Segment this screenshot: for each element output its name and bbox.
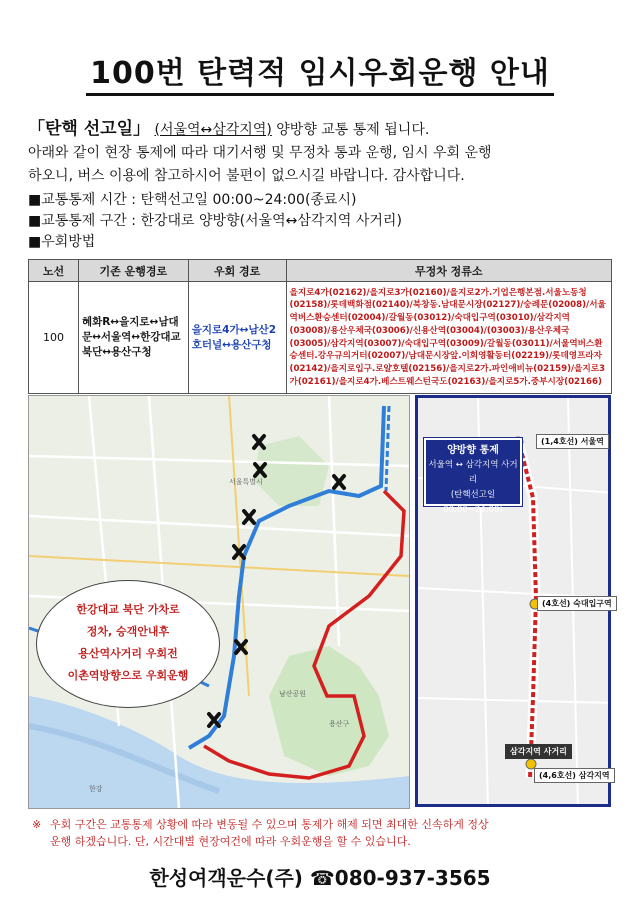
route-number: 100 [29,282,79,394]
table-row [29,282,612,394]
header-original-route: 기존 운행경로 [78,260,188,282]
original-route: 혜화R↔을지로↔남대문↔서울역↔한강대교북단↔용산구청 [78,282,188,394]
header-skipped-stops: 무정차 정류소 [286,260,611,282]
company-contact: 한성여객운수(주) ☎080-937-3565 [149,866,491,890]
detour-table [28,259,612,394]
header-route: 노선 [29,260,79,282]
control-area: ■교통통제 구간 : 한강대로 양방향(서울역↔삼각지역 사거리) [28,213,402,229]
event-name: 「탄핵 선고일」 [28,119,151,139]
footnote: ※ 우회 구간은 교통통제 상황에 따라 변동될 수 있으며 통제가 해제 되면 최대한 신속하게 정상 운행 하겠습니다. 단, 시간대별 현장여건에 따라 우회운행을 할 수 있습니다. [32,818,489,848]
detour-callout: 한강대교 북단 가차로 정차, 승객안내후 용산역사거리 우회전 이촌역방향으로 우회운행 [36,580,220,708]
detour-route: 을지로4가↔남산2호터널↔용산구청 [188,282,286,394]
map-label-namsan: 남산공원 [279,690,307,698]
control-notice: 양방향 통제 서울역 ↔ 삼각지역 사거리 (탄핵선고일 00:00~24:00) [424,438,522,506]
control-section: (서울역↔삼각지역) [154,122,272,138]
skipped-stops: 을지로4가(02162)/을지로3가(02160)/을지로2가.기업은행본점.서울노동청(02158)/롯데백화점(02140)/북창동.남대문시장(02127)/숭례문(02008)/서울역버스환승센터(02004)/갈월동(03012)/숙대입구역(03010)/삼각지역(03008)/용산우체국(03006)/신용산역(03004)/(03003)/용산우체국(03005)/삼각지역(03007)/숙대입구역(03009)/갈월동(03011)/서울역버스환승센터.강우규의거터(02007)/남대문시장앞.이회영활동터(02219)/롯데영프라자(02142)/을지로입구.로얄호텔(02156)/을지로2가.파인애비뉴(02159)/을지로3가(02161)/을지로4가.베스트웨스턴국도(02163)/을지로5가.중부시장(02166) [286,282,611,394]
map-label-seoul: 서울특별시 [229,478,263,486]
intersection-samgakji: 삼각지역 사거리 [505,744,572,759]
control-time: ■교통통제 시간 : 탄핵선고일 00:00~24:00(종료시) [28,192,357,208]
map-label-river: 한강 [89,785,103,793]
control-info [28,190,402,253]
direction-text: 양방향 교통 통제 됩니다. [276,122,430,138]
intro-line-2: 아래와 같이 현장 통제에 따라 대기서행 및 무정차 통과 운행, 임시 우회 운행 [28,145,492,161]
map-label-yongsan: 용산구 [329,720,350,728]
station-sookmyung: (4호선) 숙대입구역 [537,596,617,611]
page-title: 100번 탄력적 임시우회운행 안내 [0,48,640,92]
intro-text [28,118,618,188]
station-seoul: (1,4호선) 서울역 [536,434,609,449]
station-samgakji: (4,6호선) 삼각지역 [534,768,615,783]
intro-line-3: 하오니, 버스 이용에 참고하시어 불편이 없으시길 바랍니다. 감사합니다. [28,168,465,184]
table-header-row [29,260,612,282]
detour-method-label: ■우회방법 [28,234,96,250]
header-detour-route: 우회 경로 [188,260,286,282]
